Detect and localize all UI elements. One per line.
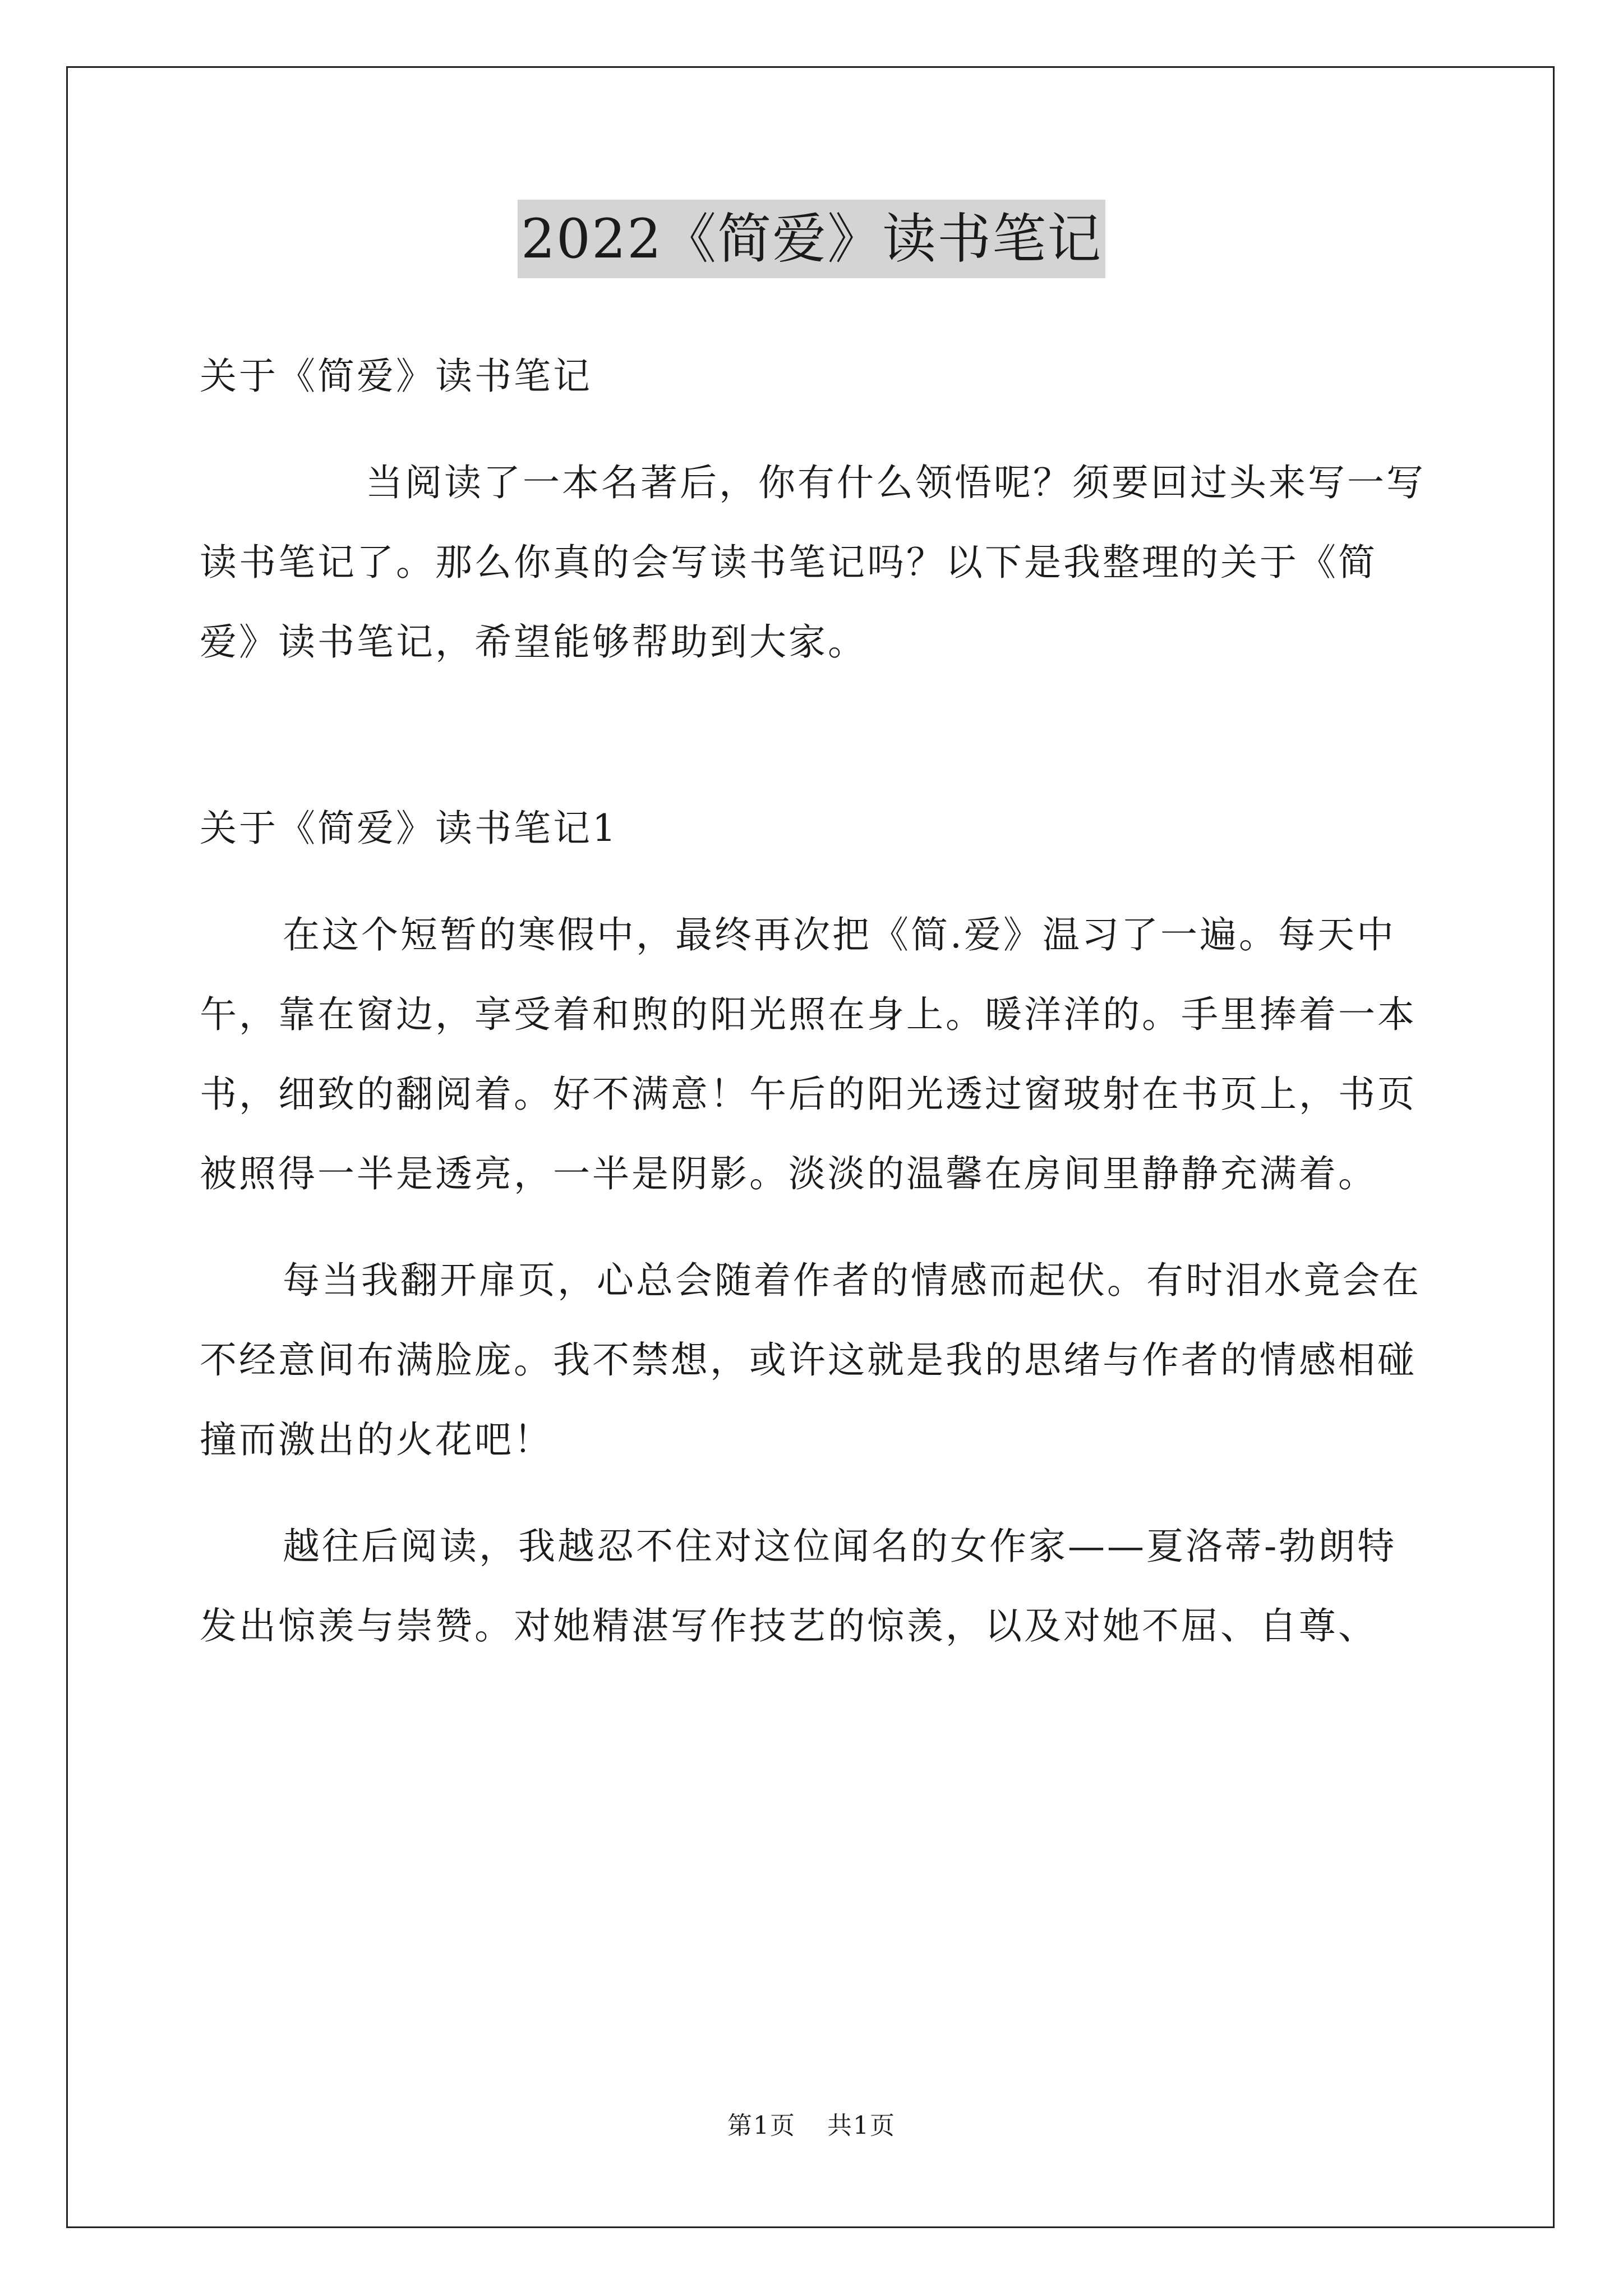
page-number-total: 共1页: [827, 2111, 896, 2140]
page-footer: [0, 2109, 1623, 2143]
intro-paragraph: 当阅读了一本名著后，你有什么领悟呢？须要回过头来写一写读书笔记了。那么你真的会写读书笔记吗？以下是我整理的关于《简爱》读书笔记，希望能够帮助到大家。: [200, 461, 1426, 664]
title-container: [0, 200, 1623, 278]
note1-heading: 关于《简爱》读书笔记1: [200, 807, 618, 850]
intro-heading: 关于《简爱》读书笔记: [200, 355, 592, 398]
note1-paragraph-3: 越往后阅读，我越忍不住对这位闻名的女作家——夏洛蒂-勃朗特发出惊羡与崇赞。对她精湛写作技艺的惊羡，以及对她不屈、自尊、: [200, 1525, 1397, 1648]
note1-paragraph-2: 每当我翻开扉页，心总会随着作者的情感而起伏。有时泪水竟会在不经意间布满脸庞。我不禁想，或许这就是我的思绪与作者的情感相碰撞而激出的火花吧！: [200, 1259, 1421, 1461]
page-number-current: 第1页: [727, 2111, 796, 2140]
document-title: 2022《简爱》读书笔记: [518, 200, 1105, 278]
document-body: [200, 337, 1433, 1666]
note1-paragraph-1: 在这个短暂的寒假中，最终再次把《简.爱》温习了一遍。每天中午，靠在窗边，享受着和煦的阳光照在身上。暖洋洋的。手里捧着一本书，细致的翻阅着。好不满意！午后的阳光透过窗玻射在书页上，书页被照得一半是透亮，一半是阴影。淡淡的温馨在房间里静静充满着。: [200, 913, 1417, 1195]
